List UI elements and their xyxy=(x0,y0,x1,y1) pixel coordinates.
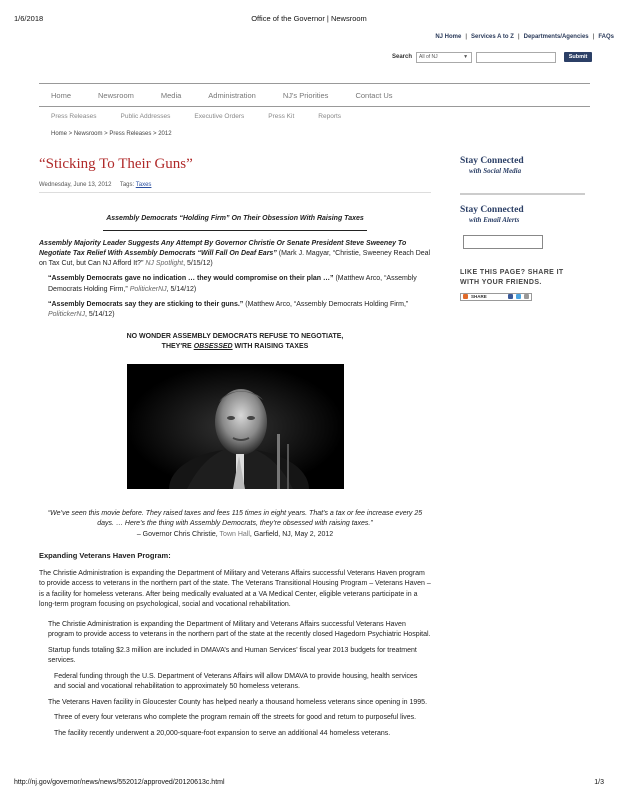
nj-home-link[interactable]: NJ Home xyxy=(435,34,462,40)
page-title: “Sticking To Their Guns” xyxy=(39,156,193,172)
quote-1-rest: (Matthew Arco, “Assembly Democrats Holding Firm,” xyxy=(48,275,417,293)
section-heading: Expanding Veterans Haven Program: xyxy=(39,550,171,560)
services-link[interactable]: Services A to Z xyxy=(471,34,514,40)
share-button[interactable]: SHARE xyxy=(460,293,532,301)
article-headline: Assembly Democrats “Holding Firm” On Their Obsession With Raising Taxes xyxy=(106,215,364,222)
subnav-reports[interactable]: Reports xyxy=(318,113,342,120)
lead-bold: Assembly Majority Leader Suggests Any Attempt By Governor Christie Or Senate President Steve Sweeney To Negotiate Tax Relief With Assembly Democrats “Will Fall On Deaf Ears” xyxy=(39,240,407,258)
nav-priorities[interactable]: NJ's Priorities xyxy=(282,90,329,100)
governor-photo xyxy=(127,364,344,489)
detail-paragraph: Three of every four veterans who complete the program remain off the streets for good and return to purposeful lives. xyxy=(54,714,417,722)
caption-line-1: NO WONDER ASSEMBLY DEMOCRATS REFUSE TO NEGOTIATE, xyxy=(126,332,344,340)
detail-paragraph: Federal funding through the U.S. Department of Veterans Affairs will allow DMAVA to provide housing, health services and social and vocational rehabilitation to approximately 50 homeless veterans. xyxy=(54,672,418,691)
article xyxy=(39,156,431,744)
nav-home[interactable]: Home xyxy=(51,90,72,100)
sidebar xyxy=(460,156,585,301)
share-icon xyxy=(463,294,468,299)
breadcrumb[interactable]: Home > Newsroom > Press Releases > 2012 xyxy=(51,131,172,137)
headline-divider xyxy=(103,230,367,231)
facebook-icon xyxy=(508,294,513,299)
lead-rest: (Mark J. Magyar, “Christie, Sweeney Reach Deal on Tax Cut, but Can NJ Afford It?” xyxy=(39,250,431,268)
subnav-press-kit[interactable]: Press Kit xyxy=(268,113,295,120)
email-icon xyxy=(524,294,529,299)
quote-1-source[interactable]: PolitickerNJ xyxy=(129,285,167,293)
quote-2 xyxy=(48,300,431,320)
detail-paragraph: Startup funds totaling $2.3 million are included in DMAVA’s and Human Services’ fiscal year 2013 budgets for treatment services. xyxy=(48,646,417,665)
veterans-details xyxy=(48,620,431,740)
article-date: Wednesday, June 13, 2012 xyxy=(39,182,112,188)
print-footer xyxy=(14,779,604,786)
nav-newsroom[interactable]: Newsroom xyxy=(98,90,134,100)
page-number: 1/3 xyxy=(594,779,604,786)
email-title[interactable]: Stay Connected xyxy=(460,205,524,215)
main-nav xyxy=(39,83,590,107)
print-date: 1/6/2018 xyxy=(14,14,44,23)
quote-2-rest: (Matthew Arco, “Assembly Democrats Holding Firm,” xyxy=(243,300,409,308)
sidebar-divider xyxy=(460,193,585,195)
detail-paragraph: The facility recently underwent a 20,000-square-foot expansion to serve an additional 44 homeless veterans. xyxy=(54,729,391,737)
quote-2-end: , 5/14/12) xyxy=(84,310,115,318)
subnav-executive-orders[interactable]: Executive Orders xyxy=(194,113,245,120)
lead-end: , 5/15/12) xyxy=(183,260,213,268)
speaker-photo-icon xyxy=(127,364,344,489)
search-scope-select[interactable]: All of NJ ▼ xyxy=(416,52,472,63)
social-subtitle[interactable]: with Social Media xyxy=(469,167,522,175)
faqs-link[interactable]: FAQs xyxy=(598,34,614,40)
social-title[interactable]: Stay Connected xyxy=(460,156,524,166)
subnav-press-releases[interactable]: Press Releases xyxy=(51,113,97,120)
email-input[interactable] xyxy=(463,235,543,249)
tag-link[interactable]: Taxes xyxy=(135,182,152,188)
pull-quote: “We’ve seen this movie before. They raised taxes and fees 115 times in eight years. That’s a tax or fee increase every 25 days. … Here’s the thing with Assembly Democrats, they’re obsessed with raising taxes.” xyxy=(47,510,423,528)
sub-nav xyxy=(51,113,365,120)
caption-line-2: THEY'RE OBSESSED WITH RAISING TAXES xyxy=(161,343,309,351)
quote-1-bold: “Assembly Democrats gave no indication … they would compromise on their plan …” xyxy=(48,275,334,283)
photo-caption xyxy=(39,332,431,352)
like-text: LIKE THIS PAGE? SHARE IT WITH YOUR FRIENDS. xyxy=(460,269,564,286)
quote-1-end: , 5/14/12) xyxy=(166,285,197,293)
quote-2-bold: “Assembly Democrats say they are sticking to their guns.” xyxy=(48,300,244,308)
search-label: Search xyxy=(392,54,413,60)
section-paragraph: The Christie Administration is expanding the Department of Military and Veterans Affairs successful Veterans Haven program to provide access to veterans in the northern part of the state. The Veterans Transitional Housing Program – Veterans Haven – is a facility for homeless veterans. After being medically evaluated at a VA Medical Center, eligible veterans participate in a long-term program focusing on psychological, social and vocational rehabilitation. xyxy=(39,569,431,609)
caption-emphasis: OBSESSED xyxy=(193,343,233,351)
town-hall-link[interactable]: Town Hall xyxy=(219,530,250,538)
nav-contact[interactable]: Contact Us xyxy=(355,90,393,100)
lead-paragraph xyxy=(39,239,431,269)
detail-paragraph: The Christie Administration is expanding the Department of Military and Veterans Affairs successful Veterans Haven program to provide access to veterans in the northern part of the state at the recently closed Hagedorn Psychiatric Hospital. xyxy=(48,620,431,639)
email-subtitle[interactable]: with Email Alerts xyxy=(469,216,520,224)
twitter-icon xyxy=(516,294,521,299)
departments-link[interactable]: Departments/Agencies xyxy=(523,34,589,40)
detail-paragraph: The Veterans Haven facility in Gloucester County has helped nearly a thousand homeless veterans since opening in 1995. xyxy=(48,698,428,706)
subnav-public-addresses[interactable]: Public Addresses xyxy=(120,113,171,120)
print-title: Office of the Governor | Newsroom xyxy=(251,14,367,23)
top-links: NJ Home | Services A to Z | Departments/Agencies | FAQs xyxy=(431,34,618,40)
search-bar xyxy=(392,51,592,63)
article-meta xyxy=(39,182,431,193)
nav-administration[interactable]: Administration xyxy=(208,90,256,100)
lead-source[interactable]: NJ Spotlight xyxy=(145,260,184,268)
pull-quote-attribution: – Governor Chris Christie, Town Hall, Garfield, NJ, May 2, 2012 xyxy=(136,530,334,538)
quote-1 xyxy=(48,274,431,294)
search-input[interactable] xyxy=(476,52,556,63)
search-submit-button[interactable]: Submit xyxy=(564,52,592,62)
page-url: http://nj.gov/governor/news/news/552012/approved/20120613c.html xyxy=(14,779,225,786)
quote-2-source[interactable]: PolitickerNJ xyxy=(48,310,85,318)
tags-label: Tags: xyxy=(119,182,135,188)
chevron-down-icon: ▼ xyxy=(463,53,469,60)
nav-media[interactable]: Media xyxy=(160,90,182,100)
